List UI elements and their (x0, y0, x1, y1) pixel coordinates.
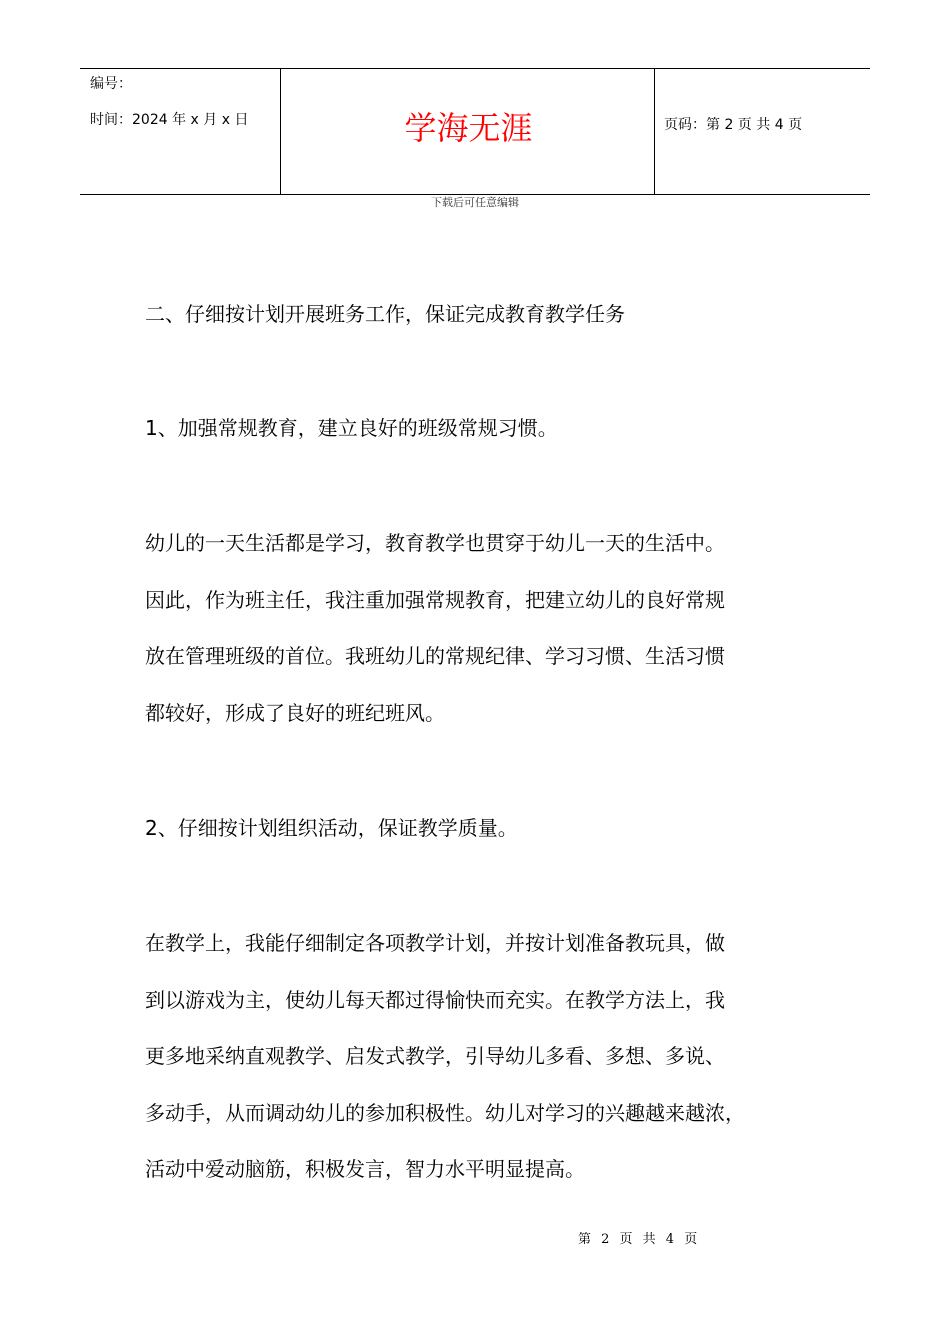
document-time-label: 时间：2024 年 x 月 x 日 (90, 112, 249, 128)
page-number-label: 页码：第 2 页 共 4 页 (664, 117, 803, 133)
paragraph-line: 放在管理班级的首位。我班幼儿的常规纪律、学习习惯、生活习惯 (145, 644, 725, 668)
paragraph-line: 更多地采纳直观教学、启发式教学，引导幼儿多看、多想、多说、 (145, 1044, 725, 1068)
item2-paragraph (145, 915, 845, 1198)
editable-note: 下载后可任意编辑 (431, 196, 519, 209)
section-heading: 二、仔细按计划开展班务工作，保证完成教育教学任务 (145, 302, 625, 326)
paragraph-line: 因此，作为班主任，我注重加强常规教育，把建立幼儿的良好常规 (145, 587, 725, 612)
paragraph-line: 活动中爱动脑筋，积极发言，智力水平明显提高。 (145, 1157, 585, 1181)
item1-paragraph (145, 515, 845, 741)
paragraph-line: 多动手，从而调动幼儿的参加积极性。幼儿对学习的兴趣越来越浓， (145, 1100, 745, 1125)
paragraph-line: 在教学上，我能仔细制定各项教学计划，并按计划准备教玩具，做 (145, 931, 725, 955)
page-footer: 第 2 页 共 4 页 (578, 1232, 701, 1247)
header-table (80, 68, 870, 195)
item1-title: 1、加强常规教育，建立良好的班级常规习惯。 (145, 416, 558, 440)
paragraph-line: 到以游戏为主，使幼儿每天都过得愉快而充实。在教学方法上，我 (145, 987, 725, 1012)
paragraph-line: 幼儿的一天生活都是学习，教育教学也贯穿于幼儿一天的生活中。 (145, 531, 725, 555)
item2-title: 2、仔细按计划组织活动，保证教学质量。 (145, 816, 518, 840)
document-number-label: 编号： (90, 76, 132, 92)
brand-title: 学海无涯 (404, 109, 533, 147)
paragraph-line: 都较好，形成了良好的班纪班风。 (145, 700, 445, 725)
